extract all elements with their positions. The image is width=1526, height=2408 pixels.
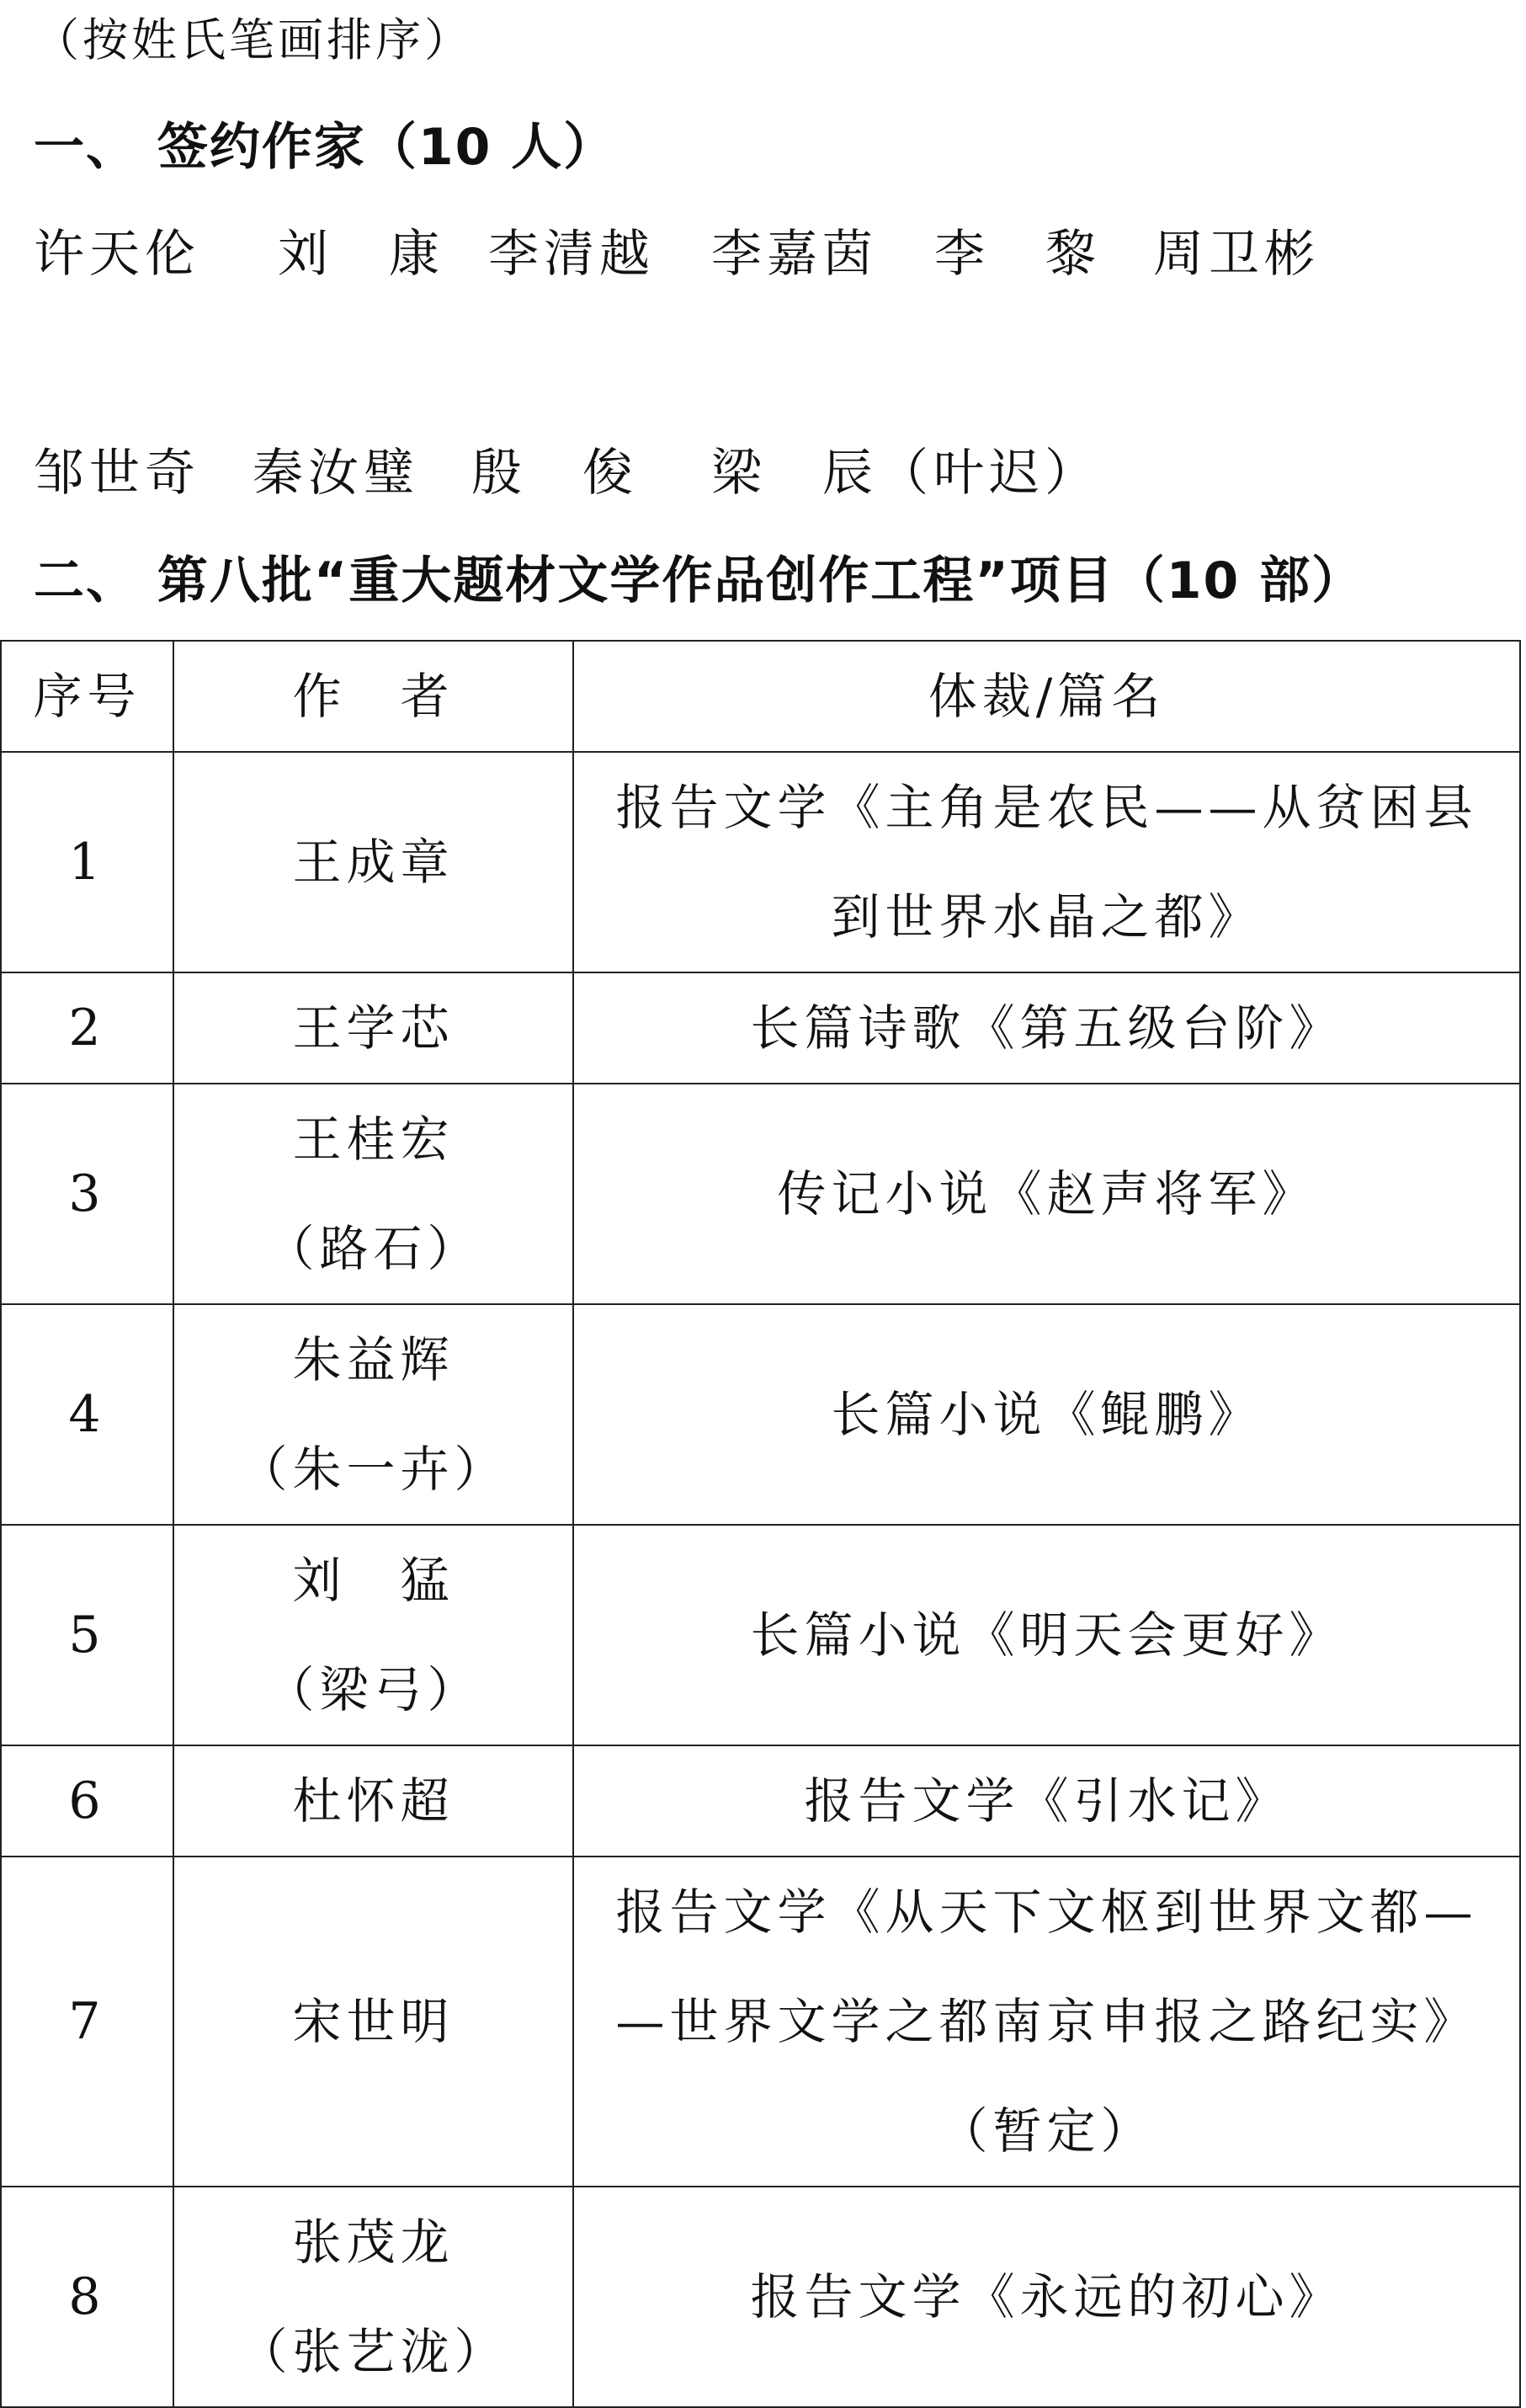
writer-name: 刘 康 bbox=[278, 225, 444, 284]
sort-note: （按姓氏笔画排序） bbox=[34, 13, 473, 67]
section-1-heading: 一、 签约作家（10 人） bbox=[34, 118, 616, 177]
writer-name: 周卫彬 bbox=[1153, 225, 1320, 284]
row-number: 5 bbox=[1, 1525, 173, 1745]
writer-name: 李嘉茵 bbox=[711, 225, 878, 284]
work-line: —世界文学之都南京申报之路纪实》 bbox=[615, 1993, 1478, 2050]
author-line: 王桂宏 bbox=[292, 1111, 455, 1168]
row-author bbox=[173, 1304, 573, 1525]
row-author bbox=[173, 1525, 573, 1745]
header-genre-title: 体裁/篇名 bbox=[573, 641, 1520, 752]
writer-name: 李 黎 bbox=[934, 225, 1101, 284]
row-number: 2 bbox=[1, 972, 173, 1084]
table-row bbox=[1, 752, 1520, 972]
row-number: 7 bbox=[1, 1857, 173, 2187]
row-number: 3 bbox=[1, 1084, 173, 1304]
author-line: 王成章 bbox=[292, 834, 455, 891]
writer-name: 邹世奇 bbox=[34, 444, 200, 503]
work-line: 报告文学《永远的初心》 bbox=[750, 2268, 1343, 2325]
row-work bbox=[573, 1745, 1520, 1857]
work-line: 长篇小说《鲲鹏》 bbox=[831, 1386, 1263, 1443]
writer-name: 殷 俊 bbox=[471, 444, 638, 503]
author-line: 宋世明 bbox=[292, 1993, 455, 2050]
row-number: 1 bbox=[1, 752, 173, 972]
writer-name: 李清越 bbox=[488, 225, 655, 284]
author-line: 王学芯 bbox=[292, 999, 455, 1057]
work-line: （暂定） bbox=[938, 2102, 1155, 2160]
author-line: （朱一卉） bbox=[238, 1441, 508, 1498]
row-number: 4 bbox=[1, 1304, 173, 1525]
table-row bbox=[1, 1857, 1520, 2187]
work-line: 传记小说《赵声将军》 bbox=[777, 1165, 1316, 1223]
table-row bbox=[1, 1745, 1520, 1857]
header-number: 序号 bbox=[1, 641, 173, 752]
row-work bbox=[573, 1525, 1520, 1745]
author-line: 朱益辉 bbox=[292, 1331, 455, 1388]
table-row bbox=[1, 1084, 1520, 1304]
row-author bbox=[173, 2187, 573, 2407]
row-author bbox=[173, 1084, 573, 1304]
row-work bbox=[573, 1857, 1520, 2187]
work-line: 报告文学《从天下文枢到世界文都— bbox=[615, 1883, 1478, 1941]
work-line: 长篇诗歌《第五级台阶》 bbox=[750, 999, 1343, 1057]
author-line: 刘 猛 bbox=[292, 1552, 455, 1609]
author-line: 张茂龙 bbox=[292, 2214, 455, 2271]
table-row bbox=[1, 2187, 1520, 2407]
writer-name: 梁 辰（叶迟） bbox=[711, 444, 1100, 503]
writer-name: 秦汝璧 bbox=[253, 444, 419, 503]
work-line: 长篇小说《明天会更好》 bbox=[750, 1606, 1343, 1664]
row-author bbox=[173, 752, 573, 972]
row-work bbox=[573, 1084, 1520, 1304]
author-line: （张艺泷） bbox=[238, 2323, 508, 2380]
writer-list-row-1 bbox=[34, 221, 1481, 330]
row-number: 6 bbox=[1, 1745, 173, 1857]
section-2-heading: 二、 第八批“重大题材文学作品创作工程”项目（10 部） bbox=[34, 551, 1364, 610]
author-line: 杜怀超 bbox=[292, 1772, 455, 1830]
writer-name: 许天伦 bbox=[34, 225, 200, 284]
row-author bbox=[173, 972, 573, 1084]
table-row bbox=[1, 1304, 1520, 1525]
header-author: 作 者 bbox=[173, 641, 573, 752]
writer-list-row-2 bbox=[34, 440, 1481, 549]
table-row bbox=[1, 1525, 1520, 1745]
work-line: 报告文学《引水记》 bbox=[804, 1772, 1289, 1830]
row-author bbox=[173, 1857, 573, 2187]
table-header-row bbox=[1, 641, 1520, 752]
row-work bbox=[573, 972, 1520, 1084]
row-author bbox=[173, 1745, 573, 1857]
author-line: （梁弓） bbox=[265, 1661, 481, 1718]
work-line: 报告文学《主角是农民——从贫困县 bbox=[615, 779, 1478, 836]
author-line: （路石） bbox=[265, 1220, 481, 1277]
projects-table bbox=[0, 640, 1521, 2408]
row-number: 8 bbox=[1, 2187, 173, 2407]
row-work bbox=[573, 752, 1520, 972]
work-line: 到世界水晶之都》 bbox=[831, 888, 1263, 946]
table-row bbox=[1, 972, 1520, 1084]
row-work bbox=[573, 1304, 1520, 1525]
row-work bbox=[573, 2187, 1520, 2407]
